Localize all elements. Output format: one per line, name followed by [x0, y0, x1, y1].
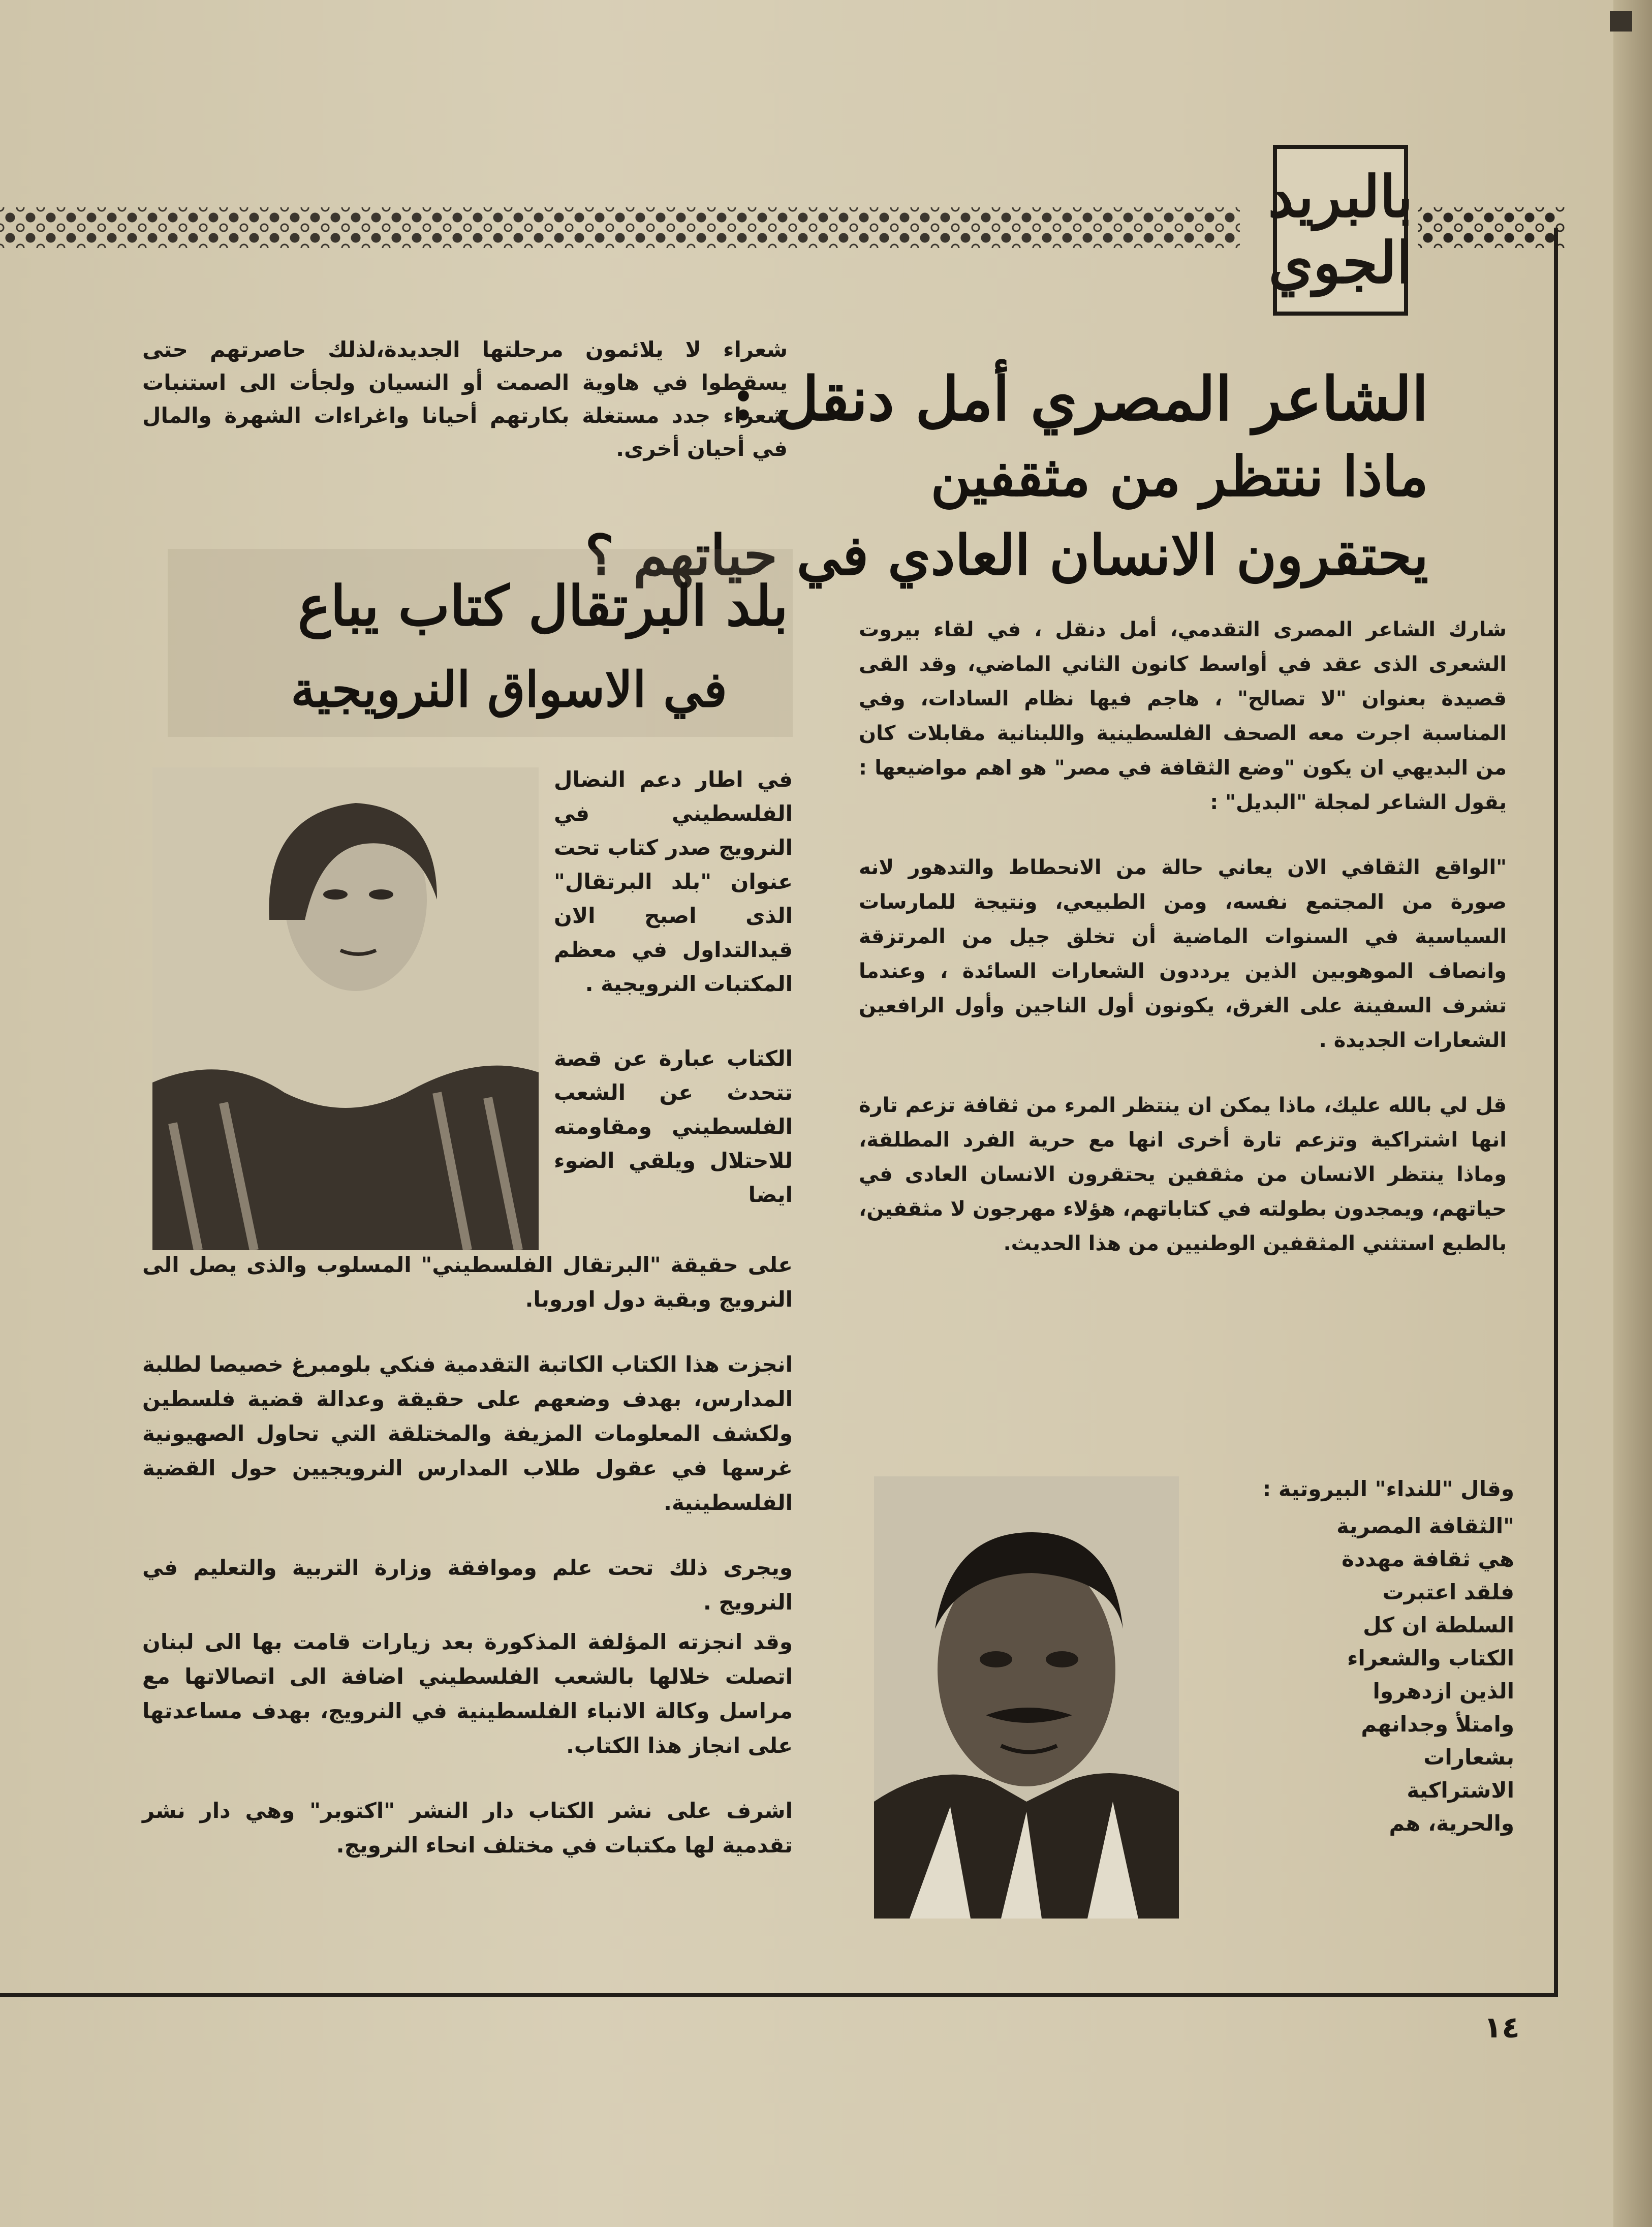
main-headline-line1: الشاعر المصري أمل دنقل : — [732, 363, 1428, 434]
author-photo — [152, 767, 539, 1250]
decorative-border-left — [0, 207, 1240, 248]
main-paragraph-1: شارك الشاعر المصرى التقدمي، أمل دنقل ، في لقاء بيروت الشعرى الذى عقد في أواسط كانون الثاني الماضي، وقد القى قصيدة بعنوان "لا تصالح" ، هاجم فيها نظام السادات، وفي المناسبة اجرت معه الصحف الفلسطينية واللبنانية مقابلات كان من البديهي ان يكون "وضع الثقافة في مصر" هو اهم مواضيعها : يقول الشاعر لمجلة "البديل" : — [859, 618, 1507, 814]
corner-mark — [1610, 11, 1632, 32]
quote-line: بشعارات — [1423, 1745, 1514, 1770]
second-article-wide-column — [142, 1248, 793, 1863]
quote-line: فلقد اعتبرت — [1382, 1580, 1514, 1604]
second-headline-line1: بلد البرتقال كتاب يباع — [297, 574, 788, 638]
quote-line: الاشتراكية — [1407, 1778, 1514, 1803]
main-paragraph-3: قل لي بالله عليك، ماذا يمكن ان ينتظر المرء من ثقافة تزعم تارة انها اشتراكية وتزعم تارة أخرى انها مع حرية الفرد المطلقة، وماذا ينتظر الانسان من مثقفين يحتقرون الانسان العادى في حياتهم، ويمجدون بطولته في كتاباتهم، هؤلاء مهرجون لا مثقفين، بالطبع استثني المثقفين الوطنيين من هذا الحديث. — [859, 1094, 1507, 1255]
quote-line: وامتلأ وجدانهم — [1361, 1712, 1514, 1737]
wide-paragraph-2: انجزت هذا الكتاب الكاتبة التقدمية فنكي بلومبرغ خصيصا لطلبة المدارس، بهدف وضعهم على حقيقة وعدالة قضية فلسطين ولكشف المعلومات المزيفة والمختلقة التي تحاول الصهيونية غرسها في عقول طلاب المدارس النرويجيين حول القضية الفلسطينية. — [142, 1352, 793, 1515]
page-number: ١٤ — [1484, 2010, 1520, 2045]
wide-paragraph-4: وقد انجزته المؤلفة المذكورة بعد زيارات قامت بها الى لبنان اتصلت خلالها بالشعب الفلسطيني اضافة الى اتصالاتها مع مراسل وكالة الانباء الفلسطينية في النرويج، بهدف مساعدتها على انجاز هذا الكتاب. — [142, 1629, 793, 1758]
decorative-border-right — [1418, 207, 1565, 248]
narrow-paragraph-2: الكتاب عبارة عن قصة تتحدث عن الشعب الفلسطيني ومقاومته للاحتلال ويلقي الضوء ايضا — [554, 1046, 793, 1207]
wide-paragraph-1: على حقيقة "البرتقال الفلسطيني" المسلوب والذى يصل الى النرويج وبقية دول اوروبا. — [142, 1252, 793, 1312]
frame-bottom-line — [0, 1993, 1558, 1997]
quote-intro: وقال "للنداء" البيروتية : — [1262, 1476, 1514, 1501]
section-logo-line2: الجوي — [1268, 230, 1413, 296]
author-portrait-image — [152, 767, 539, 1250]
poet-photo — [874, 1476, 1179, 1919]
quote-line: "الثقافة المصرية — [1336, 1513, 1514, 1538]
wide-paragraph-3: ويجرى ذلك تحت علم وموافقة وزارة التربية والتعليم في النرويج . — [142, 1555, 793, 1615]
quote-line: الكتاب والشعراء — [1347, 1646, 1514, 1671]
poet-portrait-image — [874, 1476, 1179, 1919]
section-logo — [1268, 145, 1413, 316]
quote-line: والحرية، هم — [1389, 1811, 1514, 1836]
section-logo-line1: بالبريد — [1268, 164, 1413, 230]
narrow-paragraph-1: في اطار دعم النضال الفلسطيني في النرويج صدر كتاب تحت عنوان "بلد البرتقال" الذى اصبح الان قيدالتداول في معظم المكتبات النرويجية . — [554, 767, 793, 996]
frame-right-line — [1554, 228, 1558, 1996]
main-headline-line3: يحتقرون الانسان العادي في حياتهم ؟ — [585, 523, 1428, 587]
second-article-narrow-column — [554, 762, 793, 1212]
quote-line: السلطة ان كل — [1363, 1613, 1514, 1637]
wide-paragraph-5: اشرف على نشر الكتاب دار النشر "اكتوبر" وهي دار نشر تقدمية لها مكتبات في مختلف انحاء النرويج. — [142, 1798, 793, 1858]
main-article-body — [859, 612, 1507, 1291]
quote-block — [1306, 1509, 1514, 1840]
quote-line: هي ثقافة مهددة — [1342, 1546, 1514, 1571]
second-headline-line2: في الاسواق النرويجية — [291, 661, 727, 718]
quote-line: الذين ازدهروا — [1373, 1679, 1514, 1704]
left-column-continuation: شعراء لا يلائمون مرحلتها الجديدة،لذلك حاصرتهم حتى يسقطوا في هاوية الصمت أو النسيان ولجأت الى استنبات شعراء جدد مستغلة بكارتهم أحيانا واغراءات الشهرة والمال في أحيان أخرى. — [142, 337, 788, 461]
binding-spine — [1613, 0, 1652, 2227]
main-headline-line2: ماذا ننتظر من مثقفين — [930, 445, 1428, 509]
main-paragraph-2: "الواقع الثقافي الان يعاني حالة من الانحطاط والتدهور لانه صورة من المجتمع نفسه، ومن الطبيعي، ونتيجة للمارسات السياسية في السنوات الماضية أن تخلق جيل من المرتزقة وانصاف الموهوبين الذين يرددون الشعارات السائدة ، وعندما تشرف السفينة على الغرق، يكونون أول الناجين وأول الرافعين الشعارات الجديدة . — [859, 856, 1507, 1052]
